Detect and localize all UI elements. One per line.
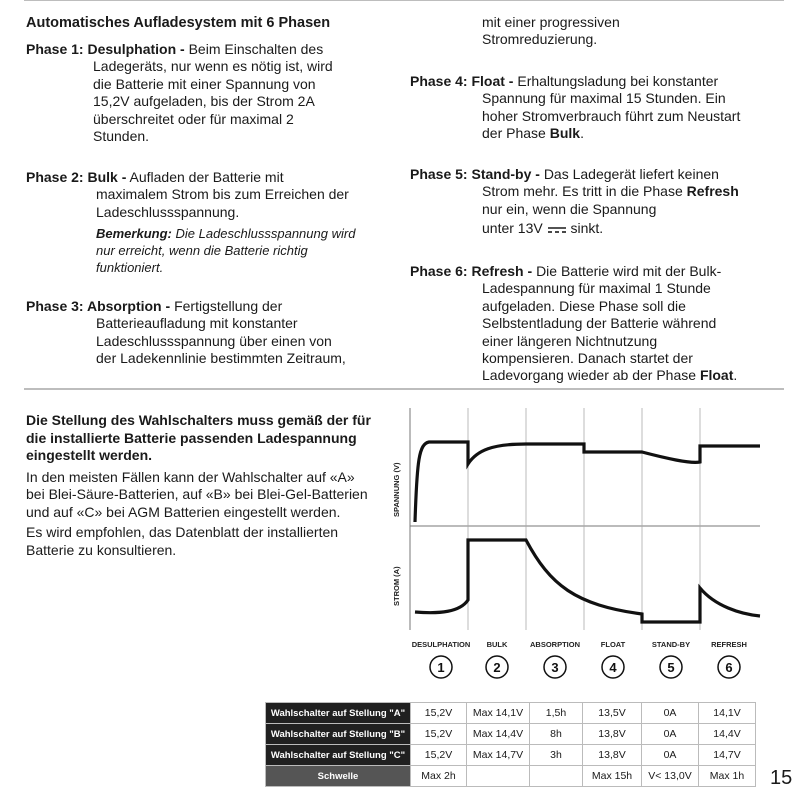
phase-5-line-4-end: sinkt.: [570, 220, 604, 237]
phase-label-desulphation: DESULPHATION: [411, 640, 471, 649]
selector-text-1: In den meisten Fällen kann der Wahlschalter auf «A» bei Blei-Säure-Batterien, auf «B» bei Blei-Gel-Batterien und auf «C» bei AGM Batterien eingestellt werden.: [26, 468, 368, 520]
phase-3-label: Phase 3: Absorption -: [26, 298, 171, 314]
voltage-axis-label: SPANNUNG (V): [392, 462, 401, 517]
table-cell: Max 2h: [411, 766, 467, 787]
table-cell: 0A: [642, 724, 699, 745]
voltage-curve: [415, 442, 760, 522]
current-curve: [415, 540, 760, 622]
phase-5-line-3: nur ein, wenn die Spannung: [482, 200, 657, 217]
parameter-table: [265, 702, 756, 787]
table-row: [266, 745, 756, 766]
table-cell: Max 14,1V: [467, 703, 530, 724]
table-cell: 3h: [530, 745, 583, 766]
phase-3-cont-line-0: mit einer progressiven: [482, 14, 620, 30]
phase-4-label: Phase 4: Float -: [410, 73, 514, 89]
table-cell: 13,8V: [583, 745, 642, 766]
phase-1-block: [26, 41, 386, 145]
table-cell: 15,2V: [411, 703, 467, 724]
phase-6-line-0: Die Batterie wird mit der Bulk-: [536, 263, 722, 279]
phase-label-float: FLOAT: [600, 640, 626, 649]
phase-3-block: [26, 298, 386, 368]
dc-symbol-icon: [547, 225, 567, 235]
phase-5-line-1: Das Ladegerät liefert keinen: [543, 166, 719, 182]
table-cell: [467, 766, 530, 787]
phase-4-block: Phase 4: Float - Erhaltungsladung bei konstanter Spannung für maximal 15 Stunden. Ein hoher Stromverbrauch führt zum Neustart der Phase Bulk.: [410, 73, 760, 143]
phase-3-line-1: Batterieaufladung mit konstanter: [96, 315, 298, 332]
phase-2-note-label: Bemerkung:: [96, 226, 172, 242]
selector-instructions: [26, 412, 371, 559]
table-cell: Max 14,4V: [467, 724, 530, 745]
phase-1-line-4: überschreitet oder für maximal 2: [93, 110, 294, 127]
phase-4-bold-end: Bulk: [549, 125, 581, 142]
phase-4-line-3: der Phase: [482, 125, 550, 142]
phase-6-line-2: aufgeladen. Diese Phase soll die: [482, 297, 686, 314]
phase-6-line-1: Ladespannung für maximal 1 Stunde: [482, 280, 711, 297]
phase-6-line-4: einer längeren Nichtnutzung: [482, 332, 658, 349]
table-cell: 14,1V: [699, 703, 756, 724]
phase-label-bulk: BULK: [486, 640, 508, 649]
phase-number-3: 3: [551, 660, 559, 675]
table-cell: 14,7V: [699, 745, 756, 766]
table-cell: 1,5h: [530, 703, 583, 724]
phase-label-absorption: ABSORPTION: [529, 640, 581, 649]
phase-5-block: [410, 166, 760, 238]
table-cell: V< 13,0V: [642, 766, 699, 787]
phase-number-4: 4: [609, 660, 617, 675]
phase-6-line-6: Ladevorgang wieder ab der Phase: [482, 367, 700, 384]
phase-number-1: 1: [437, 660, 445, 675]
phase-1-line-0: Beim Einschalten des: [188, 41, 324, 57]
table-cell: 0A: [642, 703, 699, 724]
row-label: Wahlschalter auf Stellung "A": [266, 703, 411, 724]
phase-2-label: Phase 2: Bulk -: [26, 169, 127, 185]
page-heading: Automatisches Aufladesystem mit 6 Phasen: [26, 15, 331, 31]
current-axis-label: STROM (A): [392, 566, 401, 606]
phase-2-note-text: Die Ladeschlussspannung wird nur erreicht, wenn die Batterie richtig funktioniert.: [96, 226, 356, 276]
phase-5-line-4: unter 13V: [482, 220, 543, 237]
table-cell: 0A: [642, 745, 699, 766]
phase-6-bold-end: Float: [699, 367, 734, 384]
phase-1-label: Phase 1: Desulphation -: [26, 41, 185, 57]
phase-5-bold: Refresh: [686, 183, 739, 200]
phase-2-line-2: Ladeschlussspannung.: [96, 203, 240, 220]
table-row: [266, 724, 756, 745]
phase-4-line-1: Spannung für maximal 15 Stunden. Ein: [482, 90, 726, 107]
table-cell: Max 1h: [699, 766, 756, 787]
table-cell: 8h: [530, 724, 583, 745]
table-row: [266, 766, 756, 787]
phase-4-line-0: Erhaltungsladung bei konstanter: [517, 73, 719, 89]
table-cell: [530, 766, 583, 787]
row-label: Wahlschalter auf Stellung "B": [266, 724, 411, 745]
phase-3-line-0: Fertigstellung der: [174, 298, 283, 314]
table-cell: Max 15h: [583, 766, 642, 787]
phase-4-line-2: hoher Stromverbrauch führt zum Neustart: [482, 107, 741, 124]
selector-text-2: Es wird empfohlen, das Datenblatt der installierten Batterie zu konsultieren.: [26, 524, 339, 558]
table-cell: 15,2V: [411, 745, 467, 766]
phase-3-cont-line-1: Stromreduzierung.: [482, 31, 598, 48]
table-cell: 13,8V: [583, 724, 642, 745]
table-cell: 13,5V: [583, 703, 642, 724]
phase-5-label: Phase 5: Stand-by -: [410, 166, 540, 182]
phase-1-line-3: 15,2V aufgeladen, bis der Strom 2A: [93, 93, 315, 110]
charging-diagram: [385, 400, 785, 700]
phase-2-line-0: Aufladen der Batterie mit: [129, 169, 284, 185]
phase-number-6: 6: [725, 660, 733, 675]
table-cell: Max 14,7V: [467, 745, 530, 766]
phase-1-line-5: Stunden.: [93, 128, 150, 145]
phase-1-line-1: Ladegeräts, nur wenn es nötig ist, wird: [93, 58, 333, 75]
phase-1-line-2: die Batterie mit einer Spannung von: [93, 75, 316, 92]
phase-6-label: Phase 6: Refresh -: [410, 263, 533, 279]
phase-6-line-5: kompensieren. Danach startet der: [482, 350, 693, 367]
table-cell: 15,2V: [411, 724, 467, 745]
phase-label-standby: STAND-BY: [651, 640, 691, 649]
page-number: 15: [770, 767, 793, 789]
phase-2-note: [96, 225, 376, 276]
phase-5-line-2: Strom mehr. Es tritt in die Phase: [482, 183, 687, 200]
phase-6-line-3: Selbstentladung der Batterie während: [482, 315, 717, 332]
phase-number-2: 2: [493, 660, 501, 675]
phase-3-continuation: [482, 14, 762, 49]
phase-6-block: Phase 6: Refresh - Die Batterie wird mit der Bulk- Ladespannung für maximal 1 Stunde aufgeladen. Diese Phase soll die Selbstentladung der Batterie während einer längeren Nichtnutzung kompensieren. Danach startet der Ladevorgang wieder ab der Phase Float.: [410, 263, 770, 385]
phase-label-refresh: REFRESH: [711, 640, 747, 649]
table-cell: 14,4V: [699, 724, 756, 745]
phase-2-block: [26, 169, 386, 276]
top-rule: [24, 0, 784, 1]
table-row: [266, 703, 756, 724]
phase-3-line-2: Ladeschlussspannung über einen von: [96, 332, 332, 349]
row-label: Schwelle: [266, 766, 411, 787]
phase-2-line-1: maximalem Strom bis zum Erreichen der: [96, 186, 349, 203]
phase-number-5: 5: [667, 660, 675, 675]
section-divider: [24, 388, 784, 390]
row-label: Wahlschalter auf Stellung "C": [266, 745, 411, 766]
phase-number-circles: [430, 656, 740, 678]
selector-bold-text: Die Stellung des Wahlschalters muss gemäß der für die installierte Batterie passenden Ladespannung eingestellt werden.: [26, 412, 371, 463]
phase-3-line-3: der Ladekennlinie bestimmten Zeitraum,: [96, 350, 346, 367]
